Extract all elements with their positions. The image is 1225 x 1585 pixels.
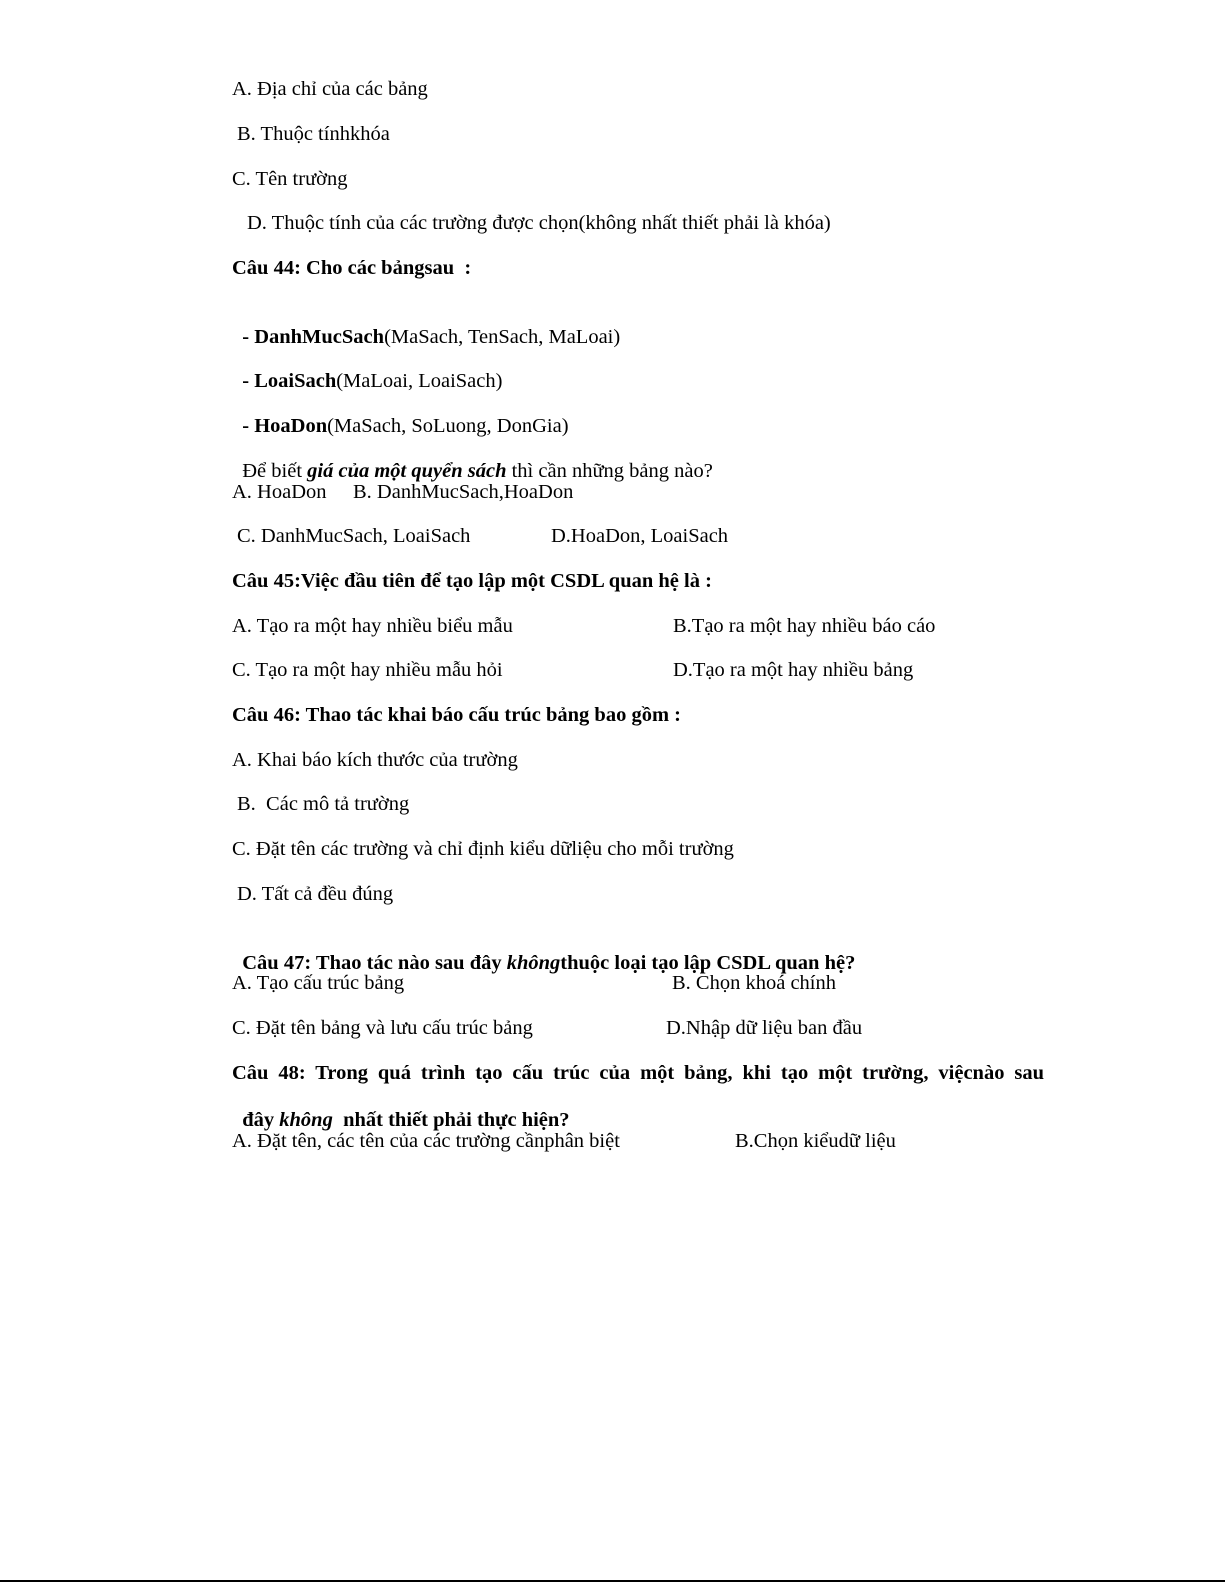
- title-text: thuộc loại tạo lập CSDL quan hệ?: [560, 952, 856, 974]
- q44-option-c: C. DanhMucSach, LoaiSach: [237, 525, 471, 547]
- title-text: Câu 47: Thao tác nào sau đây: [242, 952, 507, 974]
- table-prefix: -: [242, 370, 255, 392]
- q44-question: [232, 435, 713, 483]
- q48-title-line1: Câu 48: Trong quá trình tạo cấu trúc của một bảng, khi tạo một trường, việcnào sau: [232, 1062, 1044, 1084]
- q45-option-b: B.Tạo ra một hay nhiều báo cáo: [673, 615, 936, 637]
- q43-option-a: A. Địa chỉ của các bảng: [232, 78, 428, 100]
- table-fields: (MaSach, TenSach, MaLoai): [384, 326, 621, 348]
- title-emphasis: không: [506, 952, 561, 974]
- table-prefix: -: [242, 326, 255, 348]
- q45-option-d: D.Tạo ra một hay nhiều bảng: [673, 659, 914, 681]
- q46-option-b: B. Các mô tả trường: [237, 793, 410, 815]
- question-emphasis: giá của một quyển sách: [307, 460, 507, 482]
- table-prefix: -: [242, 415, 255, 437]
- q44-option-b: B. DanhMucSach,HoaDon: [353, 481, 574, 503]
- q46-option-d: D. Tất cả đều đúng: [237, 883, 394, 905]
- q44-option-a: A. HoaDon: [232, 481, 327, 503]
- title-text: đây: [242, 1109, 280, 1131]
- q44-table-loaisach: [232, 345, 502, 393]
- q46-option-a: A. Khai báo kích thước của trường: [232, 749, 518, 771]
- table-name: LoaiSach: [254, 370, 337, 392]
- q44-option-d: D.HoaDon, LoaiSach: [551, 525, 729, 547]
- q47-title: [232, 927, 855, 975]
- q44-table-hoadon: [232, 390, 569, 438]
- q46-title: Câu 46: Thao tác khai báo cấu trúc bảng bao gồm :: [232, 704, 681, 726]
- q48-option-a: A. Đặt tên, các tên của các trường cầnphân biệt: [232, 1130, 620, 1152]
- q48-title-line2: [232, 1084, 570, 1132]
- question-text: thì cần những bảng nào?: [506, 460, 713, 482]
- q43-option-c: C. Tên trường: [232, 168, 348, 190]
- q47-option-b: B. Chọn khoá chính: [672, 972, 836, 994]
- q47-option-c: C. Đặt tên bảng và lưu cấu trúc bảng: [232, 1017, 533, 1039]
- q47-option-d: D.Nhập dữ liệu ban đầu: [666, 1017, 863, 1039]
- q48-option-b: B.Chọn kiểudữ liệu: [735, 1130, 896, 1152]
- q46-option-c: C. Đặt tên các trường và chỉ định kiểu dữliệu cho mỗi trường: [232, 838, 734, 860]
- question-text: Để biết: [242, 460, 308, 482]
- q45-option-a: A. Tạo ra một hay nhiều biểu mẫu: [232, 615, 513, 637]
- title-text: nhất thiết phải thực hiện?: [332, 1109, 570, 1131]
- q45-title: Câu 45:Việc đầu tiên để tạo lập một CSDL quan hệ là :: [232, 570, 712, 592]
- q44-table-danhmucsach: [232, 301, 620, 349]
- q43-option-d: D. Thuộc tính của các trường được chọn(không nhất thiết phải là khóa): [247, 212, 831, 234]
- q47-option-a: A. Tạo cấu trúc bảng: [232, 972, 405, 994]
- q43-option-b: B. Thuộc tínhkhóa: [237, 123, 390, 145]
- table-name: HoaDon: [254, 415, 328, 437]
- table-fields: (MaLoai, LoaiSach): [336, 370, 503, 392]
- table-fields: (MaSach, SoLuong, DonGia): [327, 415, 569, 437]
- page-bottom-rule: [0, 1580, 1225, 1582]
- table-name: DanhMucSach: [254, 326, 385, 348]
- q45-option-c: C. Tạo ra một hay nhiều mẫu hỏi: [232, 659, 503, 681]
- q44-title: Câu 44: Cho các bảngsau :: [232, 257, 472, 279]
- title-emphasis: không: [279, 1109, 333, 1131]
